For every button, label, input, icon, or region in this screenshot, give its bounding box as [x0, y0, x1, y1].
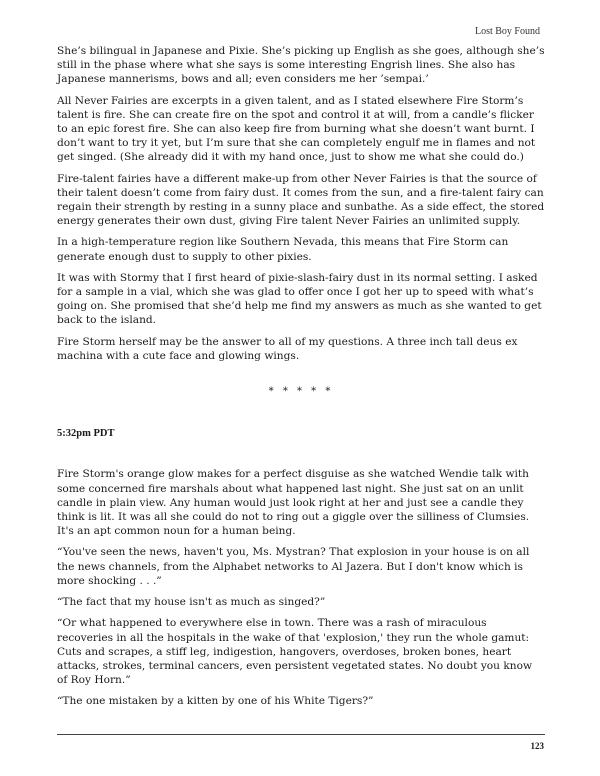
paragraph: It was with Stormy that I first heard of pixie-slash-fairy dust in its normal setting. I asked for a sample in a vial, which she was glad to offer once I got her up to speed with what’s going on. She promised that she’d help me find my answers as much as she wanted to get back to the island. — [57, 271, 542, 327]
paragraph: “The fact that my house isn't as much as singed?” — [57, 596, 326, 609]
paragraph: “Or what happened to everywhere else in town. There was a rash of miraculous recoveries in all the hospitals in the wake of that 'explosion,' they run the whole gamut: Cuts and scrapes, a stiff leg, indigestion, hangovers, overdoses, broken bones, heart attacks, strokes, terminal cancers, even persistent vegetated states. No doubt you know of Roy Horn.” — [57, 617, 533, 687]
paragraph: Fire Storm herself may be the answer to all of my questions. A three inch tall deus ex machina with a cute face and glowing wings. — [57, 335, 518, 362]
paragraph: “The one mistaken by a kitten by one of his White Tigers?” — [57, 695, 374, 708]
running-title: Lost Boy Found — [474, 26, 540, 37]
paragraph: She’s bilingual in Japanese and Pixie. She’s picking up English as she goes, although she’s still in the phase where what she says is some interesting Engrish lines. She also has Japanese mannerisms, bows and all; even considers me her ’sempai.’ — [57, 45, 545, 86]
page-number: 123 — [530, 741, 544, 751]
body-text — [57, 44, 545, 716]
paragraph: In a high-temperature region like Southern Nevada, this means that Fire Storm can generate enough dust to supply to other pixies. — [57, 236, 509, 263]
scene-break: * * * * * — [268, 386, 334, 398]
paragraph: Fire Storm's orange glow makes for a perfect disguise as she watched Wendie talk with some concerned fire marshals about what happened last night. She just sat on an unlit candle in plain view. Any human would just look right at her and just see a candle they think is lit. It was all she could do not to ring out a giggle over the silliness of Clumsies. It's an apt common noun for a human being. — [57, 468, 530, 538]
paragraph: “You've seen the news, haven't you, Ms. Mystran? That explosion in your house is on all the news channels, from the Alphabet networks to Al Jazera. But I don't know which is more shocking . . .” — [57, 546, 530, 587]
paragraph: Fire-talent fairies have a different make-up from other Never Fairies is that the source of their talent doesn’t come from fairy dust. It comes from the sun, and a fire-talent fairy can regain their strength by resting in a sunny place and sunbathe. As a side effect, the stored energy generates their own dust, giving Fire talent Never Fairies an unlimited supply. — [57, 172, 545, 228]
footer-rule — [57, 734, 545, 735]
paragraph: All Never Fairies are excerpts in a given talent, and as I stated elsewhere Fire Storm’s talent is fire. She can create fire on the spot and control it at will, from a candle’s flicker to an epic forest fire. She can also keep fire from burning what she doesn’t want burnt. I don’t want to try it yet, but I’m sure that she can completely engulf me in flames and not get singed. (She already did it with my hand once, just to show me what she could do.) — [57, 94, 536, 164]
section-heading: 5:32pm PDT — [57, 428, 115, 440]
